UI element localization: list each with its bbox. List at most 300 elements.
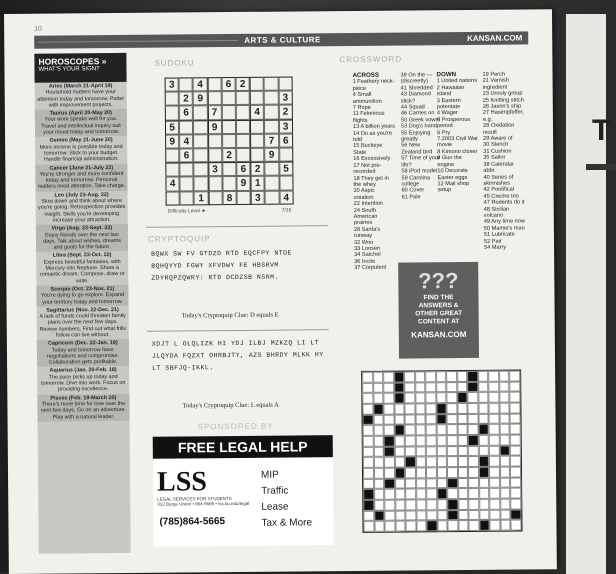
crossword-cell [374, 510, 385, 521]
crossword-cell [437, 478, 448, 489]
crossword-cell [425, 382, 436, 393]
crossword-cell [405, 403, 416, 414]
crossword-clue: 1 Feathery neck-piece [352, 79, 395, 92]
crossword-cell [362, 393, 373, 404]
horoscope-item [36, 191, 128, 225]
crossword-cell [511, 520, 522, 531]
crossword-cell [458, 520, 469, 531]
sudoku-cell [194, 148, 208, 162]
sudoku-cell: 9 [236, 176, 250, 190]
sudoku-cell [193, 120, 207, 134]
crossword-cell [373, 372, 384, 383]
service-3: Lease [261, 501, 289, 513]
sudoku-cell [180, 177, 194, 191]
crossword-clue: 50 Greek vowel [400, 117, 440, 124]
cryptoquip-clue-1: Today's Cryptoquip Clue: D equals E [181, 311, 279, 320]
sudoku-cell [222, 120, 236, 134]
sudoku-cell: 8 [222, 190, 236, 204]
sudoku-cell: 2 [222, 148, 236, 162]
crossword-cell [384, 457, 395, 468]
crossword-clue: 40 Series of skirmishes [483, 174, 514, 187]
horoscope-column [34, 53, 130, 554]
crossword-clue: 30 Stench [483, 142, 509, 149]
crossword-cell [385, 521, 396, 532]
crossword-cell [500, 477, 511, 488]
sign-name: Aquarius (Jan. 20-Feb. 18) [49, 367, 117, 375]
crossword-cell [405, 425, 416, 436]
sudoku-cell: 6 [236, 162, 250, 176]
crossword-cell [373, 382, 384, 393]
crossword-cell [425, 371, 436, 382]
crossword-cell [457, 392, 468, 403]
sudoku-cell: 9 [264, 148, 278, 162]
crossword-clue: 31 Cushion [483, 148, 512, 155]
sudoku-cell: 9 [207, 120, 221, 134]
crossword-cell [447, 467, 458, 478]
crossword-cell [416, 510, 427, 521]
crossword-cell [373, 436, 384, 447]
crossword-cell [374, 468, 385, 479]
crossword-clue: 38 Calendar abbr. [483, 161, 514, 174]
sudoku-cell [165, 148, 179, 162]
crossword-cell [458, 456, 469, 467]
crossword-cell [384, 446, 395, 457]
crossword-cell [499, 392, 510, 403]
sudoku-cell: 3 [251, 190, 265, 204]
crossword-clue: 29 Aware of [483, 135, 513, 142]
crossword-cell [415, 371, 426, 382]
crossword-cell [478, 381, 489, 392]
sudoku-code: 7/15 [281, 207, 292, 214]
lss-logo: LSS [156, 466, 208, 498]
crossword-cell [489, 435, 500, 446]
crossword-cell [457, 435, 468, 446]
crossword-cell [499, 381, 510, 392]
sudoku-cell [179, 120, 193, 134]
sudoku-cell [207, 77, 221, 91]
sudoku-cell [265, 162, 279, 176]
crossword-cell [499, 413, 510, 424]
sudoku-cell [279, 176, 293, 190]
horoscope-item [37, 394, 129, 422]
crossword-cell [469, 499, 480, 510]
divider [147, 329, 329, 332]
crossword-cell [426, 489, 437, 500]
crossword-clue: 25 Knitting stitch [482, 97, 524, 104]
crossword-cell [448, 510, 459, 521]
sudoku-difficulty: Difficulty Level ★ [167, 208, 206, 215]
sudoku-cell: 7 [264, 133, 278, 147]
sign-name: Sagittarius (Nov. 22-Dec. 21) [46, 306, 119, 314]
sudoku-cell [236, 190, 250, 204]
crossword-cell [458, 478, 469, 489]
horoscope-header [34, 53, 126, 83]
sudoku-cell: 3 [208, 162, 222, 176]
lss-org: LEGAL SERVICES FOR STUDENTS 312 Burge Union • 864-5665 • lss.ku.edu/legal [157, 496, 250, 507]
crossword-label: CROSSWORD [339, 54, 403, 65]
sudoku-cell: 7 [207, 105, 221, 119]
crossword-cell [363, 500, 374, 511]
across-clues-col-1: ACROSS 1 Feathery neck-piece 4 Small ammunition 7 Rope 11 Felonious flights 13 A billion years 14 Do as you're told 15 Buckeye State 16 Excessively 17 Not pre-recorded 18 They get in the whey 20 Aspic creation 22 Intention 24 South American prairies 28 Santa's runway 32 Woo 33 Loosen 34 Satchel 36 Incite 37 Corpulent [352, 71, 396, 272]
sudoku-cell [208, 134, 222, 148]
sign-name: Cancer (June 21-July 22) [49, 164, 114, 172]
sudoku-cell: 4 [193, 77, 207, 91]
crossword-clue: 6 Pry [437, 129, 451, 136]
crossword-cell [415, 446, 426, 457]
crossword-clue: 46 Carries on [400, 110, 435, 117]
crossword-cell [511, 509, 522, 520]
crossword-cell [426, 446, 437, 457]
crossword-cell [437, 499, 448, 510]
ad-phone: (785)864-5665 [159, 516, 226, 528]
sudoku-cell [236, 105, 250, 119]
sign-name: Leo (July 23-Aug. 22) [54, 191, 109, 199]
crossword-clue: 27 Hasenpfeffer, e.g. [482, 109, 524, 123]
crossword-cell [468, 445, 479, 456]
site-name: KANSAN.COM [467, 33, 523, 43]
crossword-cell [468, 392, 479, 403]
crossword-cell [394, 414, 405, 425]
newspaper-page [4, 9, 557, 574]
crossword-clue: 21 Varnish ingredient [482, 78, 509, 91]
crossword-clue: 55 Enjoying greatly [401, 129, 431, 143]
sudoku-cell [250, 133, 264, 147]
sign-text: Express beautiful fantasies, with Mercury into Neptune. Share a romantic dream. Compose, draw or write. [40, 258, 125, 284]
sudoku-grid [165, 76, 294, 205]
crossword-cell [447, 478, 458, 489]
sudoku-cell [208, 176, 222, 190]
crossword-cell [394, 393, 405, 404]
crossword-cell [374, 478, 385, 489]
crossword-clue: 4 Small ammunition [352, 92, 382, 105]
crossword-cell [373, 446, 384, 457]
crossword-cell [447, 435, 458, 446]
crossword-cell [363, 414, 374, 425]
sudoku-cell [179, 162, 193, 176]
crossword-clue: 28 Oxidation result [482, 122, 515, 136]
crossword-cell [384, 414, 395, 425]
sudoku-cell [222, 176, 236, 190]
crossword-cell [426, 414, 437, 425]
crossword-cell [426, 467, 437, 478]
horoscope-item [35, 136, 127, 164]
crossword-cell [395, 467, 406, 478]
crossword-cell [458, 467, 469, 478]
crossword-clue: 47 Rodents do it [483, 199, 525, 206]
crossword-cell [395, 500, 406, 511]
crossword-cell [416, 467, 427, 478]
sudoku-cell: 9 [165, 134, 179, 148]
crossword-clue: 58 iPod model [401, 168, 438, 175]
crossword-clue: 33 Loosen [354, 245, 381, 252]
sudoku-cell [264, 77, 278, 91]
crossword-cell [479, 445, 490, 456]
down-clues-col-1: DOWN 1 United nations 2 Hawaiian island 3 Eastern potentate 4 Wager 5 Prosperous period 6 Pry 7 2003 Civil War movie 8 Kimono closer 9 Gun the engine 10 Decorate Easter eggs 12 Mail shop setup [436, 71, 478, 194]
crossword-cell [436, 382, 447, 393]
crossword-cell [394, 446, 405, 457]
horoscope-item [36, 251, 128, 285]
crossword-clue: 36 Incite [354, 258, 376, 265]
crossword-cell [457, 371, 468, 382]
sign-name: Pisces (Feb. 19-March 20) [50, 394, 117, 402]
divider [146, 225, 328, 228]
sudoku-cell [166, 191, 180, 205]
crossword-cell [427, 510, 438, 521]
crossword-clue: 50 Mamie's man [483, 225, 525, 232]
crossword-cell [404, 382, 415, 393]
horoscope-item [35, 109, 127, 137]
crossword-cell [437, 467, 448, 478]
sudoku-cell: 6 [179, 148, 193, 162]
crossword-cell [457, 424, 468, 435]
sudoku-cell [222, 105, 236, 119]
horoscope-item [36, 285, 128, 307]
crossword-cell [479, 435, 490, 446]
crossword-clue: 60 Cover [401, 187, 425, 194]
crossword-cell [479, 520, 490, 531]
sudoku-cell: 6 [179, 106, 193, 120]
crossword-clue: 19 Perch [482, 71, 505, 78]
crossword-cell [511, 488, 522, 499]
crossword-clue: 3 Eastern potentate [436, 97, 461, 111]
service-2: Traffic [261, 485, 289, 497]
crossword-cell [426, 393, 437, 404]
crossword-cell [362, 382, 373, 393]
crossword-cell [447, 414, 458, 425]
crossword-cell [510, 456, 521, 467]
sign-text: A lack of funds could threaten family plans over the next few days. Review numbers. Find out what frills follow can live without. [39, 313, 127, 339]
crossword-cell [415, 425, 426, 436]
crossword-cell [374, 489, 385, 500]
crossword-cell [394, 435, 405, 446]
crossword-clue: 24 South American prairies [353, 207, 378, 227]
horoscope-subtitle: WHAT'S YOUR SIGN? [38, 66, 100, 73]
crossword-clue: 49 Any time now [483, 218, 525, 226]
crossword-cell [405, 457, 416, 468]
crossword-cell [437, 510, 448, 521]
sudoku-cell [278, 76, 292, 90]
crossword-clue: 20 Aspic creation [353, 188, 375, 201]
crossword-cell [468, 478, 479, 489]
crossword-cell [468, 403, 479, 414]
horoscope-item [37, 306, 129, 340]
sudoku-cell: 6 [279, 133, 293, 147]
crossword-cell [416, 489, 427, 500]
crossword-cell [500, 488, 511, 499]
crossword-cell [499, 371, 510, 382]
horoscope-list [35, 82, 130, 422]
crossword-cell [448, 499, 459, 510]
sudoku-cell: 4 [250, 105, 264, 119]
sudoku-cell [250, 77, 264, 91]
crossword-clue: 17 Not pre-recorded [353, 162, 382, 176]
crossword-cell [447, 446, 458, 457]
crossword-cell [479, 509, 490, 520]
crossword-cell [489, 456, 500, 467]
crossword-cell [374, 500, 385, 511]
sudoku-cell [222, 162, 236, 176]
crossword-cell [479, 499, 490, 510]
crossword-cell [363, 446, 374, 457]
crossword-clue: 57 Time of your life? [401, 155, 440, 169]
crossword-cell [363, 425, 374, 436]
sudoku-cell [208, 191, 222, 205]
crossword-cell [510, 434, 521, 445]
crossword-clue: 12 Mail shop setup [437, 180, 470, 194]
crossword-cell [405, 467, 416, 478]
crossword-cell [489, 413, 500, 424]
lss-advertisement[interactable] [153, 435, 334, 547]
crossword-cell [394, 403, 405, 414]
crossword-cell [457, 414, 468, 425]
crossword-cell [415, 382, 426, 393]
crossword-cell [510, 392, 521, 403]
crossword-clue: 26 Jason's ship [482, 103, 522, 110]
sudoku-cell: 4 [279, 190, 293, 204]
crossword-cell [363, 436, 374, 447]
sudoku-cell [236, 148, 250, 162]
sudoku-cell: 5 [165, 120, 179, 134]
crossword-cell [405, 510, 416, 521]
crossword-cell [427, 521, 438, 532]
horoscope-item [37, 366, 129, 394]
crossword-cell [490, 509, 501, 520]
crossword-cell [404, 371, 415, 382]
crossword-cell [383, 372, 394, 383]
sudoku-cell [250, 119, 264, 133]
crossword-cell [479, 456, 490, 467]
crossword-cell [405, 489, 416, 500]
crossword-cell [510, 371, 521, 382]
crossword-cell [500, 435, 511, 446]
crossword-cell [468, 488, 479, 499]
sudoku-cell [279, 147, 293, 161]
crossword-grid [361, 370, 522, 533]
crossword-clue: 53 Dog's hand [400, 123, 437, 130]
crossword-clue: 35 Sailor [483, 154, 506, 162]
crossword-cell [447, 392, 458, 403]
crossword-cell [405, 478, 416, 489]
crossword-clue: 7 2003 Civil War movie [437, 135, 478, 149]
crossword-clue: 5 Prosperous period [436, 116, 471, 130]
sudoku-cell [264, 91, 278, 105]
crossword-cell [405, 446, 416, 457]
crossword-clue: 2 Hawaiian island [436, 84, 465, 98]
crossword-clue: 16 Excessively [353, 155, 391, 163]
sign-text: Today and tomorrow favor negotiations and compromise. Collaboration gets profitable. [46, 346, 119, 366]
crossword-cell [426, 425, 437, 436]
cryptoquip-puzzle-2: XDJT L OLQLIZK HI YDJ ILBJ MZKZQ LI LT JLQYDA FQZXT OHRBJTY, AZS BHRDY MLKK HY LT SBFJQ-IKKL. [151, 339, 324, 372]
sudoku-cell: 2 [179, 92, 193, 106]
crossword-cell [448, 520, 459, 531]
crossword-cell [447, 456, 458, 467]
sudoku-cell [221, 91, 235, 105]
crossword-cell [416, 521, 427, 532]
crossword-cell [489, 424, 500, 435]
sudoku-cell: 3 [278, 91, 292, 105]
crossword-cell [437, 520, 448, 531]
crossword-cell [458, 499, 469, 510]
crossword-cell [489, 381, 500, 392]
crossword-cell [489, 371, 500, 382]
crossword-cell [363, 478, 374, 489]
crossword-cell [426, 457, 437, 468]
crossword-clue: 48 Sicilian volcano [483, 206, 510, 219]
crossword-cell [511, 498, 522, 509]
crossword-cell [489, 403, 500, 414]
cryptoquip-puzzle-1: BQWX SW FV GTDZD RTD EQCFPY NTDE BQHQYYD FGWY XFVDWY FE HBSRVM ZDYRQPZQWRY: RTD DCDZSB NSRM. [151, 249, 292, 282]
sign-text: Household matters have your attention today and tomorrow. Putter with improvement projects. [37, 89, 125, 109]
crossword-cell [384, 468, 395, 479]
crossword-cell [394, 372, 405, 383]
crossword-clue: 51 Lubricate [483, 231, 515, 238]
crossword-cell [405, 414, 416, 425]
crossword-cell [447, 488, 458, 499]
sudoku-cell [180, 191, 194, 205]
crossword-cell [415, 414, 426, 425]
sudoku-cell [236, 119, 250, 133]
crossword-cell [394, 457, 405, 468]
crossword-clue: 45 Creche trio [483, 193, 519, 200]
crossword-cell [374, 521, 385, 532]
sudoku-cell: 1 [194, 191, 208, 205]
crossword-cell [373, 404, 384, 415]
crossword-cell [468, 424, 479, 435]
crossword-cell [373, 414, 384, 425]
crossword-cell [415, 403, 426, 414]
crossword-clue: 56 New Zealand bird [401, 142, 433, 156]
crossword-cell [436, 414, 447, 425]
crossword-cell [510, 402, 521, 413]
crossword-cell [478, 371, 489, 382]
crossword-cell [446, 371, 457, 382]
crossword-clue: 22 Intention [353, 200, 383, 208]
crossword-cell [478, 403, 489, 414]
crossword-cell [468, 414, 479, 425]
crossword-cell [489, 392, 500, 403]
crossword-cell [468, 382, 479, 393]
crossword-cell [436, 392, 447, 403]
adjacent-page: T [566, 14, 606, 574]
across-clues-col-2 [401, 72, 442, 200]
sudoku-cell [222, 134, 236, 148]
horoscope-item [36, 224, 128, 252]
horoscope-item [37, 339, 129, 367]
crossword-cell [394, 382, 405, 393]
crossword-cell [457, 403, 468, 414]
crossword-cell [373, 457, 384, 468]
kansan-promo[interactable]: ??? FIND THE ANSWERS & OTHER GREAT CONTENT AT KANSAN.COM [398, 262, 479, 359]
crossword-cell [447, 403, 458, 414]
sudoku-cell [165, 106, 179, 120]
section-title: ARTS & CULTURE [244, 35, 321, 45]
crossword-cell [394, 425, 405, 436]
crossword-cell [436, 435, 447, 446]
sign-text: The pace picks up today and tomorrow. Dive into work. Focus on providing excellence. [41, 373, 126, 393]
crossword-cell [458, 446, 469, 457]
crossword-clue: 28 Santa's runway [353, 226, 381, 240]
crossword-cell [490, 520, 501, 531]
crossword-cell [478, 413, 489, 424]
crossword-cell [478, 424, 489, 435]
crossword-cell [415, 435, 426, 446]
sign-text: There's more time for love over the next few days. Go on an adventure. Play with a natural leader. [40, 400, 127, 421]
sign-text: Your work speaks well for you. Travel and intellectual inquiry suit your mood today and tomorrow. [41, 116, 121, 136]
crossword-cell [426, 435, 437, 446]
crossword-cell [384, 489, 395, 500]
section-header-band [34, 31, 528, 48]
crossword-cell [500, 456, 511, 467]
